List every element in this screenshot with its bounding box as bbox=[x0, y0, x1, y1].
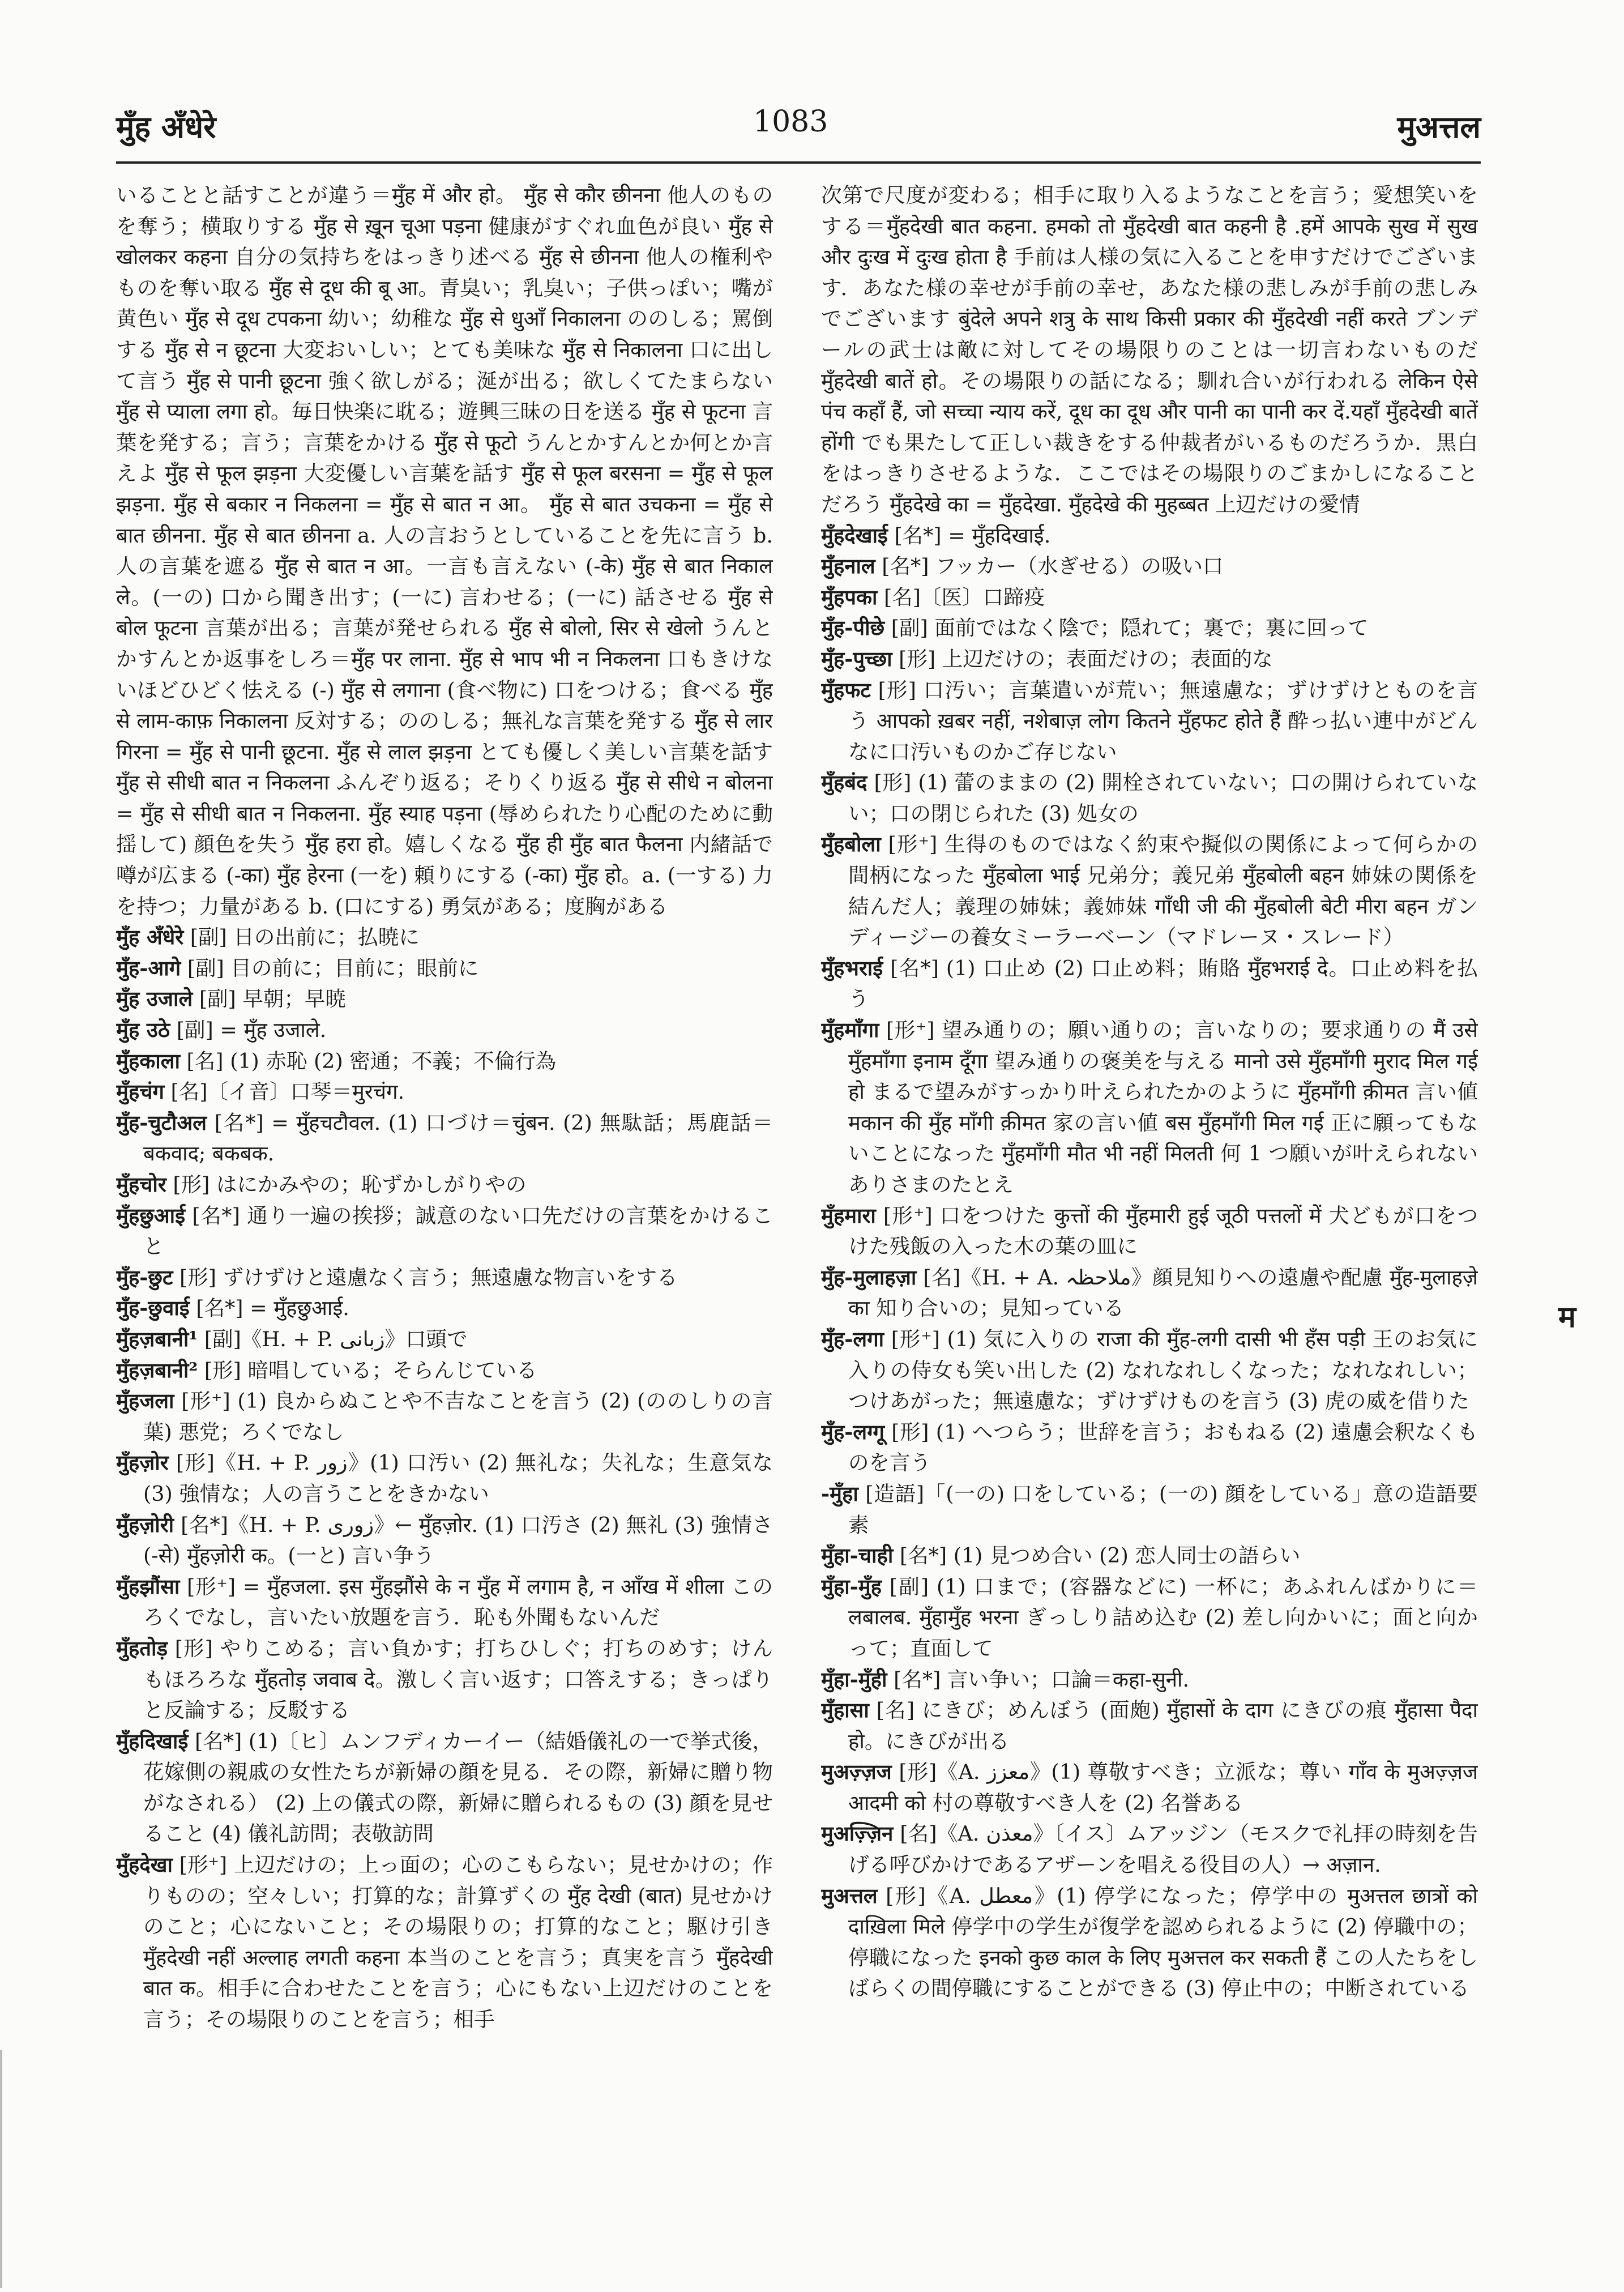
entry-definition: [名*] = मुँहचटौवल. (1) 口づけ＝चुंबन. (2) 無駄話；馬鹿話＝बकवाद; बकबक. bbox=[143, 1110, 773, 1166]
right-column bbox=[821, 180, 1478, 2264]
dictionary-entry bbox=[821, 1262, 1478, 1324]
entry-definition: [副] 面前ではなく陰で；隠れて；裏で；裏に回って bbox=[891, 616, 1369, 641]
entry-headword: मुँह-आगे bbox=[116, 955, 181, 980]
dictionary-entry bbox=[821, 953, 1478, 1015]
entry-continuation bbox=[116, 180, 773, 922]
entry-definition: [名]《A. معذن》〔イス〕ムアッジン（モスクで礼拝の時刻を告げる呼びかけであるアザーンを唱える役目の人）→ अज़ान. bbox=[848, 1821, 1478, 1877]
entry-headword: मुँहा-चाही bbox=[821, 1543, 894, 1568]
entry-definition: [形] はにかみやの；恥ずかしがりやの bbox=[173, 1172, 527, 1197]
dictionary-entry bbox=[116, 1201, 773, 1262]
entry-definition: [形] (1) 蕾のままの (2) 開栓されていない；口の開けられていない；口の閉じられた (3) 処女の bbox=[848, 770, 1478, 826]
entry-headword: मुँहदिखाई bbox=[116, 1728, 189, 1753]
entry-headword: मुँहपका bbox=[821, 584, 878, 609]
dictionary-entry bbox=[116, 1170, 773, 1201]
entry-headword: मुँह-छुट bbox=[116, 1265, 173, 1290]
entry-headword: मुँहबंद bbox=[821, 770, 867, 795]
entry-headword: मुँह अँधेरे bbox=[116, 925, 184, 950]
dictionary-entry bbox=[116, 1510, 773, 1572]
entry-definition: [名]《H. + A. ملاحظہ》顔見知りへの遠慮や配慮 मुँह-मुलाहज़े का 知り合いの；見知っている bbox=[848, 1265, 1478, 1321]
page-edge-mark bbox=[0, 2050, 2, 2288]
dictionary-entry bbox=[116, 1448, 773, 1509]
entry-headword: मुँह-लग्गू bbox=[821, 1419, 884, 1444]
dictionary-entry bbox=[116, 1324, 773, 1355]
entry-definition: [名] (1) 赤恥 (2) 密通；不義；不倫行為 bbox=[186, 1048, 557, 1073]
entry-headword: मुँह-चुटौअल bbox=[116, 1110, 207, 1135]
entry-definition: [形]《A. معزز》(1) 尊敬すべき；立派な；尊い गाँव के मुअज़्ज़ज आदमी को 村の尊敬すべき人を (2) 名誉ある bbox=[848, 1760, 1478, 1815]
dictionary-entry bbox=[821, 829, 1478, 953]
dictionary-entry bbox=[116, 1077, 773, 1108]
dictionary-entry bbox=[116, 1108, 773, 1170]
entry-headword: मुँह उजाले bbox=[116, 987, 193, 1011]
entry-definition: [名*] = मुँहछुआई. bbox=[196, 1296, 349, 1321]
entry-headword: मुअत्तल bbox=[821, 1883, 878, 1908]
dictionary-entry bbox=[821, 1417, 1478, 1479]
entry-headword: मुँह-मुलाहज़ा bbox=[821, 1265, 917, 1290]
entry-definition: [形]《H. + P. زور》(1) 口汚い (2) 無礼な；失礼な；生意気な (3) 強情な；人の言うことをきかない bbox=[143, 1450, 773, 1506]
left-column bbox=[116, 180, 773, 2264]
entry-definition: [形] 口汚い；言葉遣いが荒い；無遠慮な；ずけずけとものを言う आपको ख़बर नहीं, नशेबाज़ लोग कितने मुँहफट होते हैं 酔っ払い連中がどんなに口汚いものかご存じない bbox=[848, 677, 1478, 764]
entry-definition: [造語]「(一の) 口をしている；(一の) 顔をしている」意の造語要素 bbox=[848, 1481, 1478, 1537]
page-header bbox=[116, 105, 1481, 156]
entry-definition: [形⁺] 口をつけた कुत्तों की मुँहमारी हुई जूठी पत्तलों में 犬どもが口をつけた残飯の入った木の葉の皿に bbox=[848, 1203, 1478, 1259]
entry-headword: मुअज़्ज़ज bbox=[821, 1760, 892, 1785]
header-rule bbox=[116, 161, 1481, 164]
entry-definition: 次第で尺度が変わる；相手に取り入るようなことを言う；愛想笑いをする＝मुँहदेखी बात कहना. हमको तो मुँहदेखी बात कहनी है .हमें आपके सुख में सुख और दुःख में दुःख होता है 手前は人様の気に入ることを申すだけでございます．あなた様の幸せが手前の幸せ，あなた様の悲しみが手前の悲しみでございます बुंदेले अपने शत्रु के साथ किसी प्रकार की मुँहदेखी नहीं करते ブンデールの武士は敵に対してその場限りのことは一切言わないものだ मुँहदेखी बातें हो。その場限りの話になる；馴れ合いが行われる लेकिन ऐसे पंच कहाँ हैं, जो सच्चा न्याय करें, दूध का दूध और पानी का पानी कर दें.यहाँ मुँहदेखी बातें होंगी でも果たして正しい裁きをする仲裁者がいるものだろうか．黒白をはっきりさせるような．ここではその場限りのごまかしになることだろう मुँहदेखे का = मुँहदेखा. मुँहदेखे की मुहब्बत 上辺だけの愛情 bbox=[821, 183, 1478, 517]
entry-headword: मुँहज़ोरी bbox=[116, 1512, 174, 1537]
dictionary-entry bbox=[116, 1015, 773, 1046]
entry-definition: [形] 暗唱している；そらんじている bbox=[204, 1358, 537, 1382]
entry-headword: मुँहभराई bbox=[821, 955, 883, 980]
dictionary-entry bbox=[116, 1850, 773, 2035]
entry-definition: [形] 上辺だけの；表面だけの；表面的な bbox=[899, 646, 1273, 671]
dictionary-entry bbox=[821, 1479, 1478, 1540]
dictionary-entry bbox=[821, 1695, 1478, 1757]
dictionary-entry bbox=[821, 1664, 1478, 1696]
entry-headword: मुँह-छुवाई bbox=[116, 1296, 190, 1321]
dictionary-entry bbox=[821, 1819, 1478, 1880]
entry-definition: [名]〔医〕口蹄疫 bbox=[884, 584, 1045, 609]
dictionary-entry bbox=[821, 767, 1478, 829]
entry-definition: [名*]《H. + P. زوری》← मुँहज़ोर. (1) 口汚さ (2) 無礼 (3) 強情さ (-से) मुँहज़ोरी क。(一と) 言い争う bbox=[143, 1512, 773, 1568]
dictionary-entry bbox=[821, 582, 1478, 613]
entry-definition: [名*] (1)〔ヒ〕ムンフディカーイー（結婚儀礼の一で挙式後，花嫁側の親戚の女性たちが新婦の顔を見る．その際，新婦に贈り物がなされる） (2) 上の儀式の際，新婦に贈られるもの (3) 顔を見せること (4) 儀礼訪問；表敬訪問 bbox=[143, 1728, 773, 1846]
thumb-index-letter: म bbox=[1558, 1300, 1576, 1334]
entry-definition: [副] 日の出前に；払暁に bbox=[190, 925, 420, 950]
entry-headword: मुँहासा bbox=[821, 1698, 869, 1723]
dictionary-entry bbox=[116, 1386, 773, 1448]
dictionary-entry bbox=[821, 1881, 1478, 2004]
entry-definition: [副] 早朝；早暁 bbox=[199, 987, 346, 1011]
dictionary-entry bbox=[821, 644, 1478, 675]
entry-headword: मुँहदेखाई bbox=[821, 523, 888, 548]
entry-definition: [名] にきび；めんぼう (面皰) मुँहासों के दाग にきびの痕 मुँहासा पैदा हो。にきびが出る bbox=[848, 1698, 1478, 1753]
entry-definition: [副] 目の前に；目前に；眼前に bbox=[187, 955, 479, 980]
entry-headword: मुँहझौंसा bbox=[116, 1574, 180, 1599]
header-left-guideword: मुँह अँधेरे bbox=[116, 109, 216, 145]
dictionary-entry bbox=[821, 1201, 1478, 1262]
entry-headword: मुँहमाँगा bbox=[821, 1018, 879, 1043]
entry-definition: [副]《H. + P. زبانی》口頭で bbox=[204, 1326, 468, 1351]
entry-definition: [形⁺] 生得のものではなく約束や擬似の関係によって何らかの間柄になった मुँहबोला भाई 兄弟分；義兄弟 मुँहबोली बहन 姉妹の関係を結んだ人；義理の姉妹；義姉妹 गाँधी जी की मुँहबोली बेटी मीरा बहन ガンディージーの養女ミーラーベーン（マドレーヌ・スレード） bbox=[848, 832, 1478, 950]
entry-headword: मुँहज़ोर bbox=[116, 1450, 169, 1475]
dictionary-entry bbox=[116, 1726, 773, 1850]
entry-definition: [形⁺] 上辺だけの；上っ面の；心のこもらない；見せかけの；作りものの；空々しい；打算的な；計算ずくの मुँह देखी (बात) 見せかけのこと；心にないこと；その場限りの；打算的なこと；駆け引き मुँहदेखी नहीं अल्लाह लगती कहना 本当のことを言う；真実を言う मुँहदेखी बात क。相手に合わせたことを言う；心にもない上辺だけのことを言う；その場限りのことを言う；相手 bbox=[143, 1853, 773, 2032]
entry-headword: मुँहकाला bbox=[116, 1048, 180, 1073]
entry-definition: [形⁺] 望み通りの；願い通りの；言いなりの；要求通りの मैं उसे मुँहमाँगा इनाम दूँगा 望み通りの褒美を与える मानो उसे मुँहमाँगी मुराद मिल गई हो まるで望みがすっかり叶えられたかのように मुँहमाँगी क़ीमत 言い値 मकान की मुँह माँगी क़ीमत 家の言い値 बस मुँहमाँगी मिल गई 正に願ってもないことになった मुँहमाँगी मौत भी नहीं मिलती 何 1 つ願いが叶えられないありさまのたとえ bbox=[848, 1018, 1478, 1197]
dictionary-entry bbox=[116, 1355, 773, 1386]
entry-definition: [名*] = मुँहदिखाई. bbox=[894, 523, 1051, 548]
entry-headword: मुँहतोड़ bbox=[116, 1636, 168, 1661]
entry-headword: मुँह-पुच्छा bbox=[821, 646, 892, 671]
dictionary-entry bbox=[116, 1262, 773, 1294]
entry-headword: मुँहचंग bbox=[116, 1079, 164, 1104]
entry-headword: मुँहज़बानी² bbox=[116, 1358, 198, 1382]
entry-headword: मुँहनाल bbox=[821, 554, 875, 579]
dictionary-entry bbox=[116, 1572, 773, 1633]
entry-headword: मुँह-लगा bbox=[821, 1326, 884, 1351]
entry-definition: [形] (1) へつらう；世辞を言う；おもねる (2) 遠慮会釈なくものを言う bbox=[848, 1419, 1478, 1475]
entry-headword: -मुँहा bbox=[821, 1481, 858, 1506]
dictionary-entry bbox=[116, 1046, 773, 1077]
dictionary-entry bbox=[116, 922, 773, 953]
dictionary-entry bbox=[116, 953, 773, 984]
entry-definition: [形⁺] = मुँहजला. इस मुँहझौंसे के न मुँह में लगाम है, न आँख में शीला このろくでなし，言いたい放題を言う．恥も外聞もないんだ bbox=[143, 1574, 773, 1630]
dictionary-entry bbox=[821, 1324, 1478, 1417]
entry-continuation bbox=[821, 180, 1478, 520]
dictionary-entry bbox=[821, 520, 1478, 552]
entry-headword: मुँह उठे bbox=[116, 1018, 170, 1043]
entry-definition: [形⁺] (1) 気に入りの राजा की मुँह-लगी दासी भी हँस पड़ी 王のお気に入りの侍女も笑い出した (2) なれなれしくなった；なれなれしい；つけあがった；無遠慮な；ずけずけものを言う (3) 虎の威を借りた bbox=[848, 1326, 1478, 1414]
entry-definition: [名*] (1) 口止め (2) 口止め料；賄賂 मुँहभराई दे。口止め料を払う bbox=[848, 955, 1478, 1011]
dictionary-entry bbox=[116, 1633, 773, 1726]
entry-headword: मुँहचोर bbox=[116, 1172, 166, 1197]
header-right-guideword: मुअत्तल bbox=[1397, 109, 1481, 145]
entry-headword: मुँहबोला bbox=[821, 832, 881, 857]
entry-headword: मुँहदेखा bbox=[116, 1853, 173, 1877]
entry-definition: [副] = मुँह उजाले. bbox=[176, 1018, 327, 1043]
entry-headword: मुअज़्ज़िन bbox=[821, 1821, 894, 1846]
entry-headword: मुँहमारा bbox=[821, 1203, 876, 1228]
entry-headword: मुँह-पीछे bbox=[821, 616, 885, 641]
entry-definition: [名*] 通り一遍の挨拶；誠意のない口先だけの言葉をかけること bbox=[143, 1203, 773, 1259]
dictionary-entry bbox=[821, 1015, 1478, 1201]
dictionary-entry bbox=[116, 1293, 773, 1324]
entry-headword: मुँहा-मुँही bbox=[821, 1667, 887, 1692]
entry-headword: मुँहफट bbox=[821, 677, 871, 702]
entry-definition: いることと話すことが違う＝मुँह में और हो。 मुँह से कौर छीनना 他人のものを奪う；横取りする मुँह से ख़ून चूआ पड़ना 健康がすぐれ血色が良い मुँह से खोलकर कहना 自分の気持ちをはっきり述べる मुँह से छीनना 他人の権利やものを奪い取る मुँह से दूध की बू आ。青臭い；乳臭い；子供っぽい；嘴が黄色い मुँह से दूध टपकना 幼い；幼稚な मुँह से धुआँ निकालना ののしる；罵倒する मुँह से न छूटना 大変おいしい；とても美味な मुँह से निकालना 口に出して言う मुँह से पानी छूटना 強く欲しがる；涎が出る；欲しくてたまらない मुँह से प्याला लगा हो。毎日快楽に耽る；遊興三昧の日を送る मुँह से फूटना 言葉を発する；言う；言葉をかける मुँह से फूटो うんとかすんとか何とか言えよ मुँह से फूल झड़ना 大変優しい言葉を話す मुँह से फूल बरसना = मुँह से फूल झड़ना. मुँह से बकार न निकलना = मुँह से बात न आ。 मुँह से बात उचकना = मुँह से बात छीनना. मुँह से बात छीनना a. 人の言おうとしていることを先に言う b. 人の言葉を遮る मुँह से बात न आ。一言も言えない (-के) मुँह से बात निकाल ले。(一の) 口から聞き出す；(一に) 言わせる；(一に) 話させる मुँह से बोल फूटना 言葉が出る；言葉が発せられる मुँह से बोलो, सिर से खेलो うんとかすんとか返事をしろ＝मुँह पर लाना. मुँह से भाप भी न निकलना 口もきけないほどひどく怯える (-) मुँह से लगाना (食べ物に) 口をつける；食べる मुँह से लाम-काफ़ निकालना 反対する；ののしる；無礼な言葉を発する मुँह से लार गिरना = मुँह से पानी छूटना. मुँह से लाल झड़ना とても優しく美しい言葉を話す मुँह से सीधी बात न निकलना ふんぞり返る；そりくり返る मुँह से सीधे न बोलना = मुँह से सीधी बात न निकलना. मुँह स्याह पड़ना (辱められたり心配のために動揺して) 顔色を失う मुँह हरा हो。嬉しくなる मुँह ही मुँह बात फैलना 内緒話で噂が広まる (-का) मुँह हेरना (一を) 頼りにする (-का) मुँह हो。a. (一する) 力を持つ；力量がある b. (口にする) 勇気がある；度胸がある bbox=[116, 183, 773, 919]
entry-headword: मुँहछुआई bbox=[116, 1203, 186, 1228]
entry-headword: मुँहा-मुँह bbox=[821, 1574, 882, 1599]
entry-headword: मुँहज़बानी¹ bbox=[116, 1326, 198, 1351]
entry-headword: मुँहजला bbox=[116, 1389, 174, 1414]
dictionary-entry bbox=[821, 551, 1478, 582]
dictionary-entry bbox=[116, 984, 773, 1015]
entry-definition: [形]《A. معطل》(1) 停学になった；停学中の मुअत्तल छात्रों को दाख़िला मिले 停学中の学生が復学を認められるように (2) 停職中の；停職になった इनको कुछ काल के लिए मुअत्तल कर सकती हैं この人たちをしばらくの間停職にすることができる (3) 停止中の；中断されている bbox=[848, 1883, 1478, 2001]
entry-definition: [形⁺] (1) 良からぬことや不吉なことを言う (2) (ののしりの言葉) 悪党；ろくでなし bbox=[143, 1389, 773, 1444]
dictionary-entry bbox=[821, 1572, 1478, 1664]
page-number: 1083 bbox=[753, 105, 828, 139]
entry-definition: [形] やりこめる；言い負かす；打ちひしぐ；打ちのめす；けんもほろろな मुँहतोड़ जवाब दे。激しく言い返す；口答えする；きっぱりと反論する；反駁する bbox=[143, 1636, 773, 1723]
entry-definition: [名*] 言い争い；口論＝कहा-सुनी. bbox=[894, 1667, 1190, 1692]
entry-definition: [名*] フッカー（水ぎせる）の吸い口 bbox=[882, 554, 1224, 579]
dictionary-entry bbox=[821, 675, 1478, 768]
dictionary-entry bbox=[821, 1757, 1478, 1819]
dictionary-entry bbox=[821, 1540, 1478, 1572]
entry-definition: [名*] (1) 見つめ合い (2) 恋人同士の語らい bbox=[899, 1543, 1301, 1568]
dictionary-entry bbox=[821, 613, 1478, 644]
entry-definition: [名]〔イ音〕口琴＝मुरचंग. bbox=[170, 1079, 405, 1104]
entry-definition: [副] (1) 口まで；(容器などに) 一杯に；あふれんばかりに＝लबालब. मुँहामुँह भरना ぎっしり詰め込む (2) 差し向かいに；面と向かって；直面して bbox=[848, 1574, 1478, 1661]
entry-definition: [形] ずけずけと遠慮なく言う；無遠慮な物言いをする bbox=[179, 1265, 678, 1290]
